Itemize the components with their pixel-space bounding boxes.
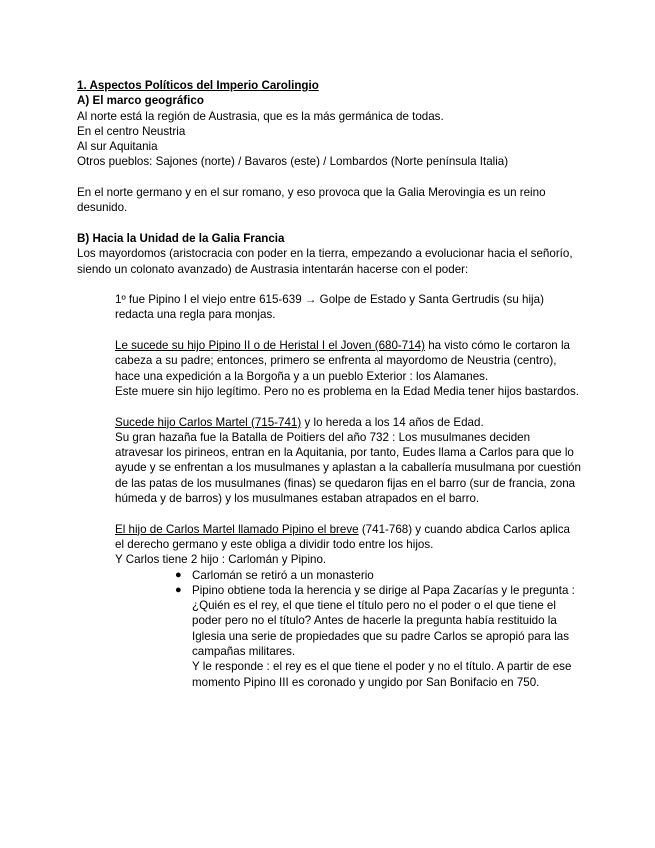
paragraph-pipino-ii-extra: Este muere sin hijo legítimo. Pero no es problema en la Edad Media tener hijos bastardos.	[115, 384, 580, 398]
underlined-phrase: Sucede hijo Carlos Martel (715-741)	[115, 415, 302, 429]
paragraph-pipino-i: 1º fue Pipino I el viejo entre 615-639 → Golpe de Estado y Santa Gertrudis (su hija) redacta una regla para monjas.	[115, 293, 544, 322]
list-item	[175, 583, 582, 690]
spacer	[77, 216, 587, 231]
section-a-heading: A) El marco geográfico	[77, 94, 204, 108]
list-item-text: Carlomán se retiró a un monasterio	[192, 568, 374, 582]
underlined-phrase: El hijo de Carlos Martel llamado Pipino el breve	[115, 522, 359, 536]
paragraph-pipino-ii	[115, 338, 581, 384]
paragraph-text: y lo hereda a los 14 años de Edad.	[301, 415, 484, 429]
list-item-continuation: Y le responde : el rey es el que tiene el poder y no el título. A partir de ese momento Pipino III es coronado y ungido por San Bonifacio en 750.	[192, 660, 572, 689]
paragraph-text: ha visto cómo le cortaron la cabeza a su padre; entonces, primero se enfrenta al mayordomo de Neustria (centro), hace una expedición a la Borgoña y a un pueblo Exterior : los Alamanes.	[115, 339, 570, 383]
document-content	[77, 78, 587, 690]
document-title: 1. Aspectos Políticos del Imperio Carolingio	[77, 79, 319, 92]
paragraph-hijos: Y Carlos tiene 2 hijo : Carlomán y Pipino.	[115, 553, 327, 567]
spacer	[115, 506, 581, 521]
list-item-text: Pipino obtiene toda la herencia y se dirige al Papa Zacarías y le pregunta : ¿Quién es el rey, el que tiene el título pero no el poder o el que tiene el poder pero no el título? Antes de hacerle la pregunta había restituido la Iglesia una serie de propiedades que su padre Carlos se apropió para las campañas militares.	[192, 583, 575, 658]
bullet-icon: ●	[175, 568, 182, 581]
paragraph-poitiers: Su gran hazaña fue la Batalla de Poitiers del año 732 : Los musulmanes deciden atravesar los pirineos, entran en la Aquitania, por tanto, Eudes llama a Carlos para que lo ayude y se enfrentan a los musulmanes y aplastan a la caballería musulmana por cuestión de las patas de los musulmanes (finas) se quedaron fijas en el barro (sur de francia, zona húmeda y de barros) y los musulmanes estaban atrapados en el barro.	[115, 430, 581, 506]
spacer	[115, 399, 581, 414]
section-a-line: Al sur Aquitania	[77, 140, 158, 154]
spacer	[77, 277, 587, 292]
indented-block	[115, 292, 581, 567]
section-a-line: En el centro Neustria	[77, 124, 186, 138]
section-b-intro: Los mayordomos (aristocracia con poder en la tierra, empezando a evolucionar hacia el señorío, siendo un colonato avanzado) de Austrasia intentarán hacerse con el poder:	[77, 247, 573, 276]
section-a-line: Otros pueblos: Sajones (norte) / Bavaros (este) / Lombardos (Norte península Italia)	[77, 155, 509, 169]
spacer	[115, 323, 581, 338]
bullet-icon: ●	[175, 583, 182, 596]
paragraph-pipino-breve	[115, 522, 581, 553]
section-a-line: Al norte está la región de Austrasia, que es la más germánica de todas.	[77, 109, 444, 123]
list-item	[175, 568, 582, 583]
section-a-summary: En el norte germano y en el sur romano, y eso provoca que la Galia Merovingia es un reino desunido.	[77, 186, 546, 215]
paragraph-text: (741-768) y cuando abdica Carlos aplica el derecho germano y este obliga a dividir todo entre los hijos.	[115, 522, 570, 551]
spacer	[77, 170, 587, 185]
section-b-heading: B) Hacia la Unidad de la Galia Francia	[77, 231, 285, 245]
paragraph-carlos-martel	[115, 415, 581, 430]
underlined-phrase: Le sucede su hijo Pipino II o de Heristal I el Joven (680-714)	[115, 339, 425, 353]
bullet-list	[175, 568, 582, 690]
